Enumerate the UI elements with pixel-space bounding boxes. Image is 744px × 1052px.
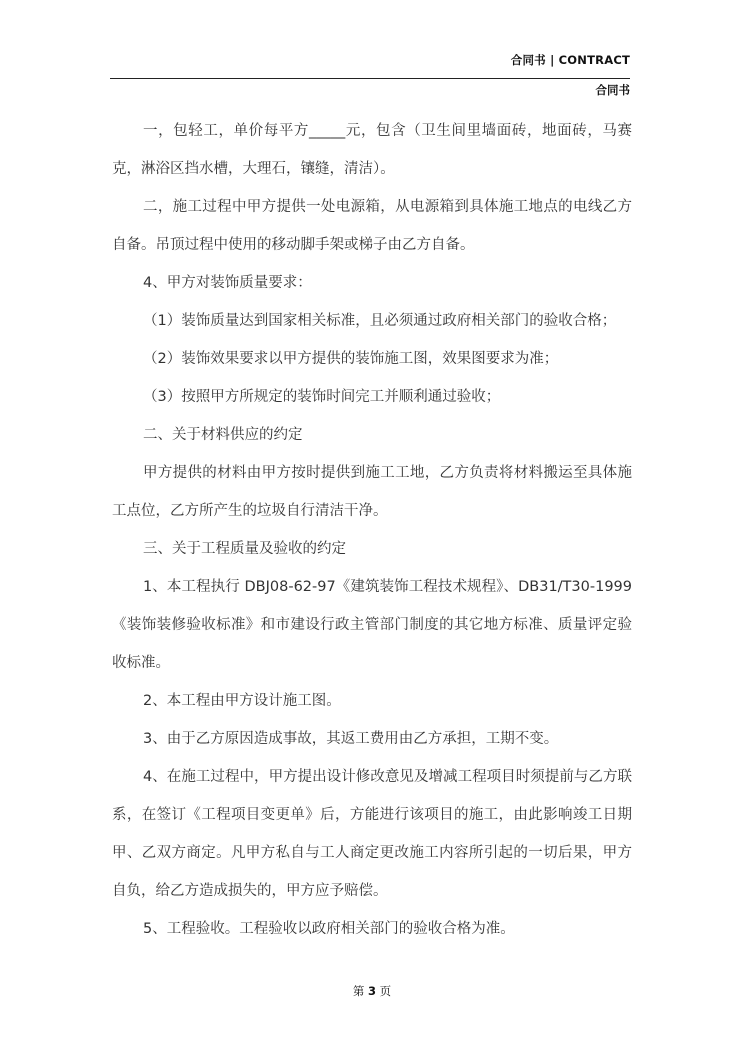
header-divider: [110, 78, 630, 79]
section-heading: 二、关于材料供应的约定: [143, 427, 303, 443]
paragraph: 4、在施工过程中，甲方提出设计修改意见及增减工程项目时须提前与乙方联系，在签订《工程项目变更单》后，方能进行该项目的施工，由此影响竣工日期甲、乙双方商定。凡甲方私自与工人商定更改施工内容所引起的一切后果，甲方自负，给乙方造成损失的，甲方应予赔偿。: [112, 769, 632, 899]
document-body: [112, 112, 632, 948]
paragraph: （1）装饰质量达到国家相关标准，且必须通过政府相关部门的验收合格；: [143, 313, 617, 329]
paragraph: 1、本工程执行 DBJ08-62-97《建筑装饰工程技术规程》、DB31/T30-1999《装饰装修验收标准》和市建设行政主管部门制度的其它地方标准、质量评定验收标准。: [112, 579, 632, 671]
paragraph: 二，施工过程中甲方提供一处电源箱，从电源箱到具体施工地点的电线乙方自备。吊顶过程中使用的移动脚手架或梯子由乙方自备。: [112, 199, 632, 253]
footer-prefix: 第: [352, 984, 365, 998]
paragraph: 一，包轻工，单价每平方_____元，包含（卫生间里墙面砖，地面砖，马赛克，淋浴区挡水槽，大理石，镶缝，清洁）。: [112, 123, 632, 177]
paragraph: 4、甲方对装饰质量要求：: [143, 275, 312, 291]
header-subtitle: 合同书: [595, 83, 630, 97]
paragraph: 2、本工程由甲方设计施工图。: [143, 693, 341, 709]
section-heading: 三、关于工程质量及验收的约定: [143, 541, 346, 557]
page-footer: [0, 983, 744, 999]
paragraph: 甲方提供的材料由甲方按时提供到施工工地，乙方负责将材料搬运至具体施工点位，乙方所产生的垃圾自行清洁干净。: [112, 465, 632, 519]
paragraph: （3）按照甲方所规定的装饰时间完工并顺利通过验收；: [143, 389, 501, 405]
footer-suffix: 页: [379, 984, 392, 998]
header-title: 合同书 | CONTRACT: [510, 53, 630, 67]
paragraph: 5、工程验收。工程验收以政府相关部门的验收合格为准。: [143, 921, 515, 937]
paragraph: 3、由于乙方原因造成事故，其返工费用由乙方承担，工期不变。: [143, 731, 559, 747]
paragraph: （2）装饰效果要求以甲方提供的装饰施工图，效果图要求为准；: [143, 351, 559, 367]
page-number: 3: [367, 984, 376, 998]
